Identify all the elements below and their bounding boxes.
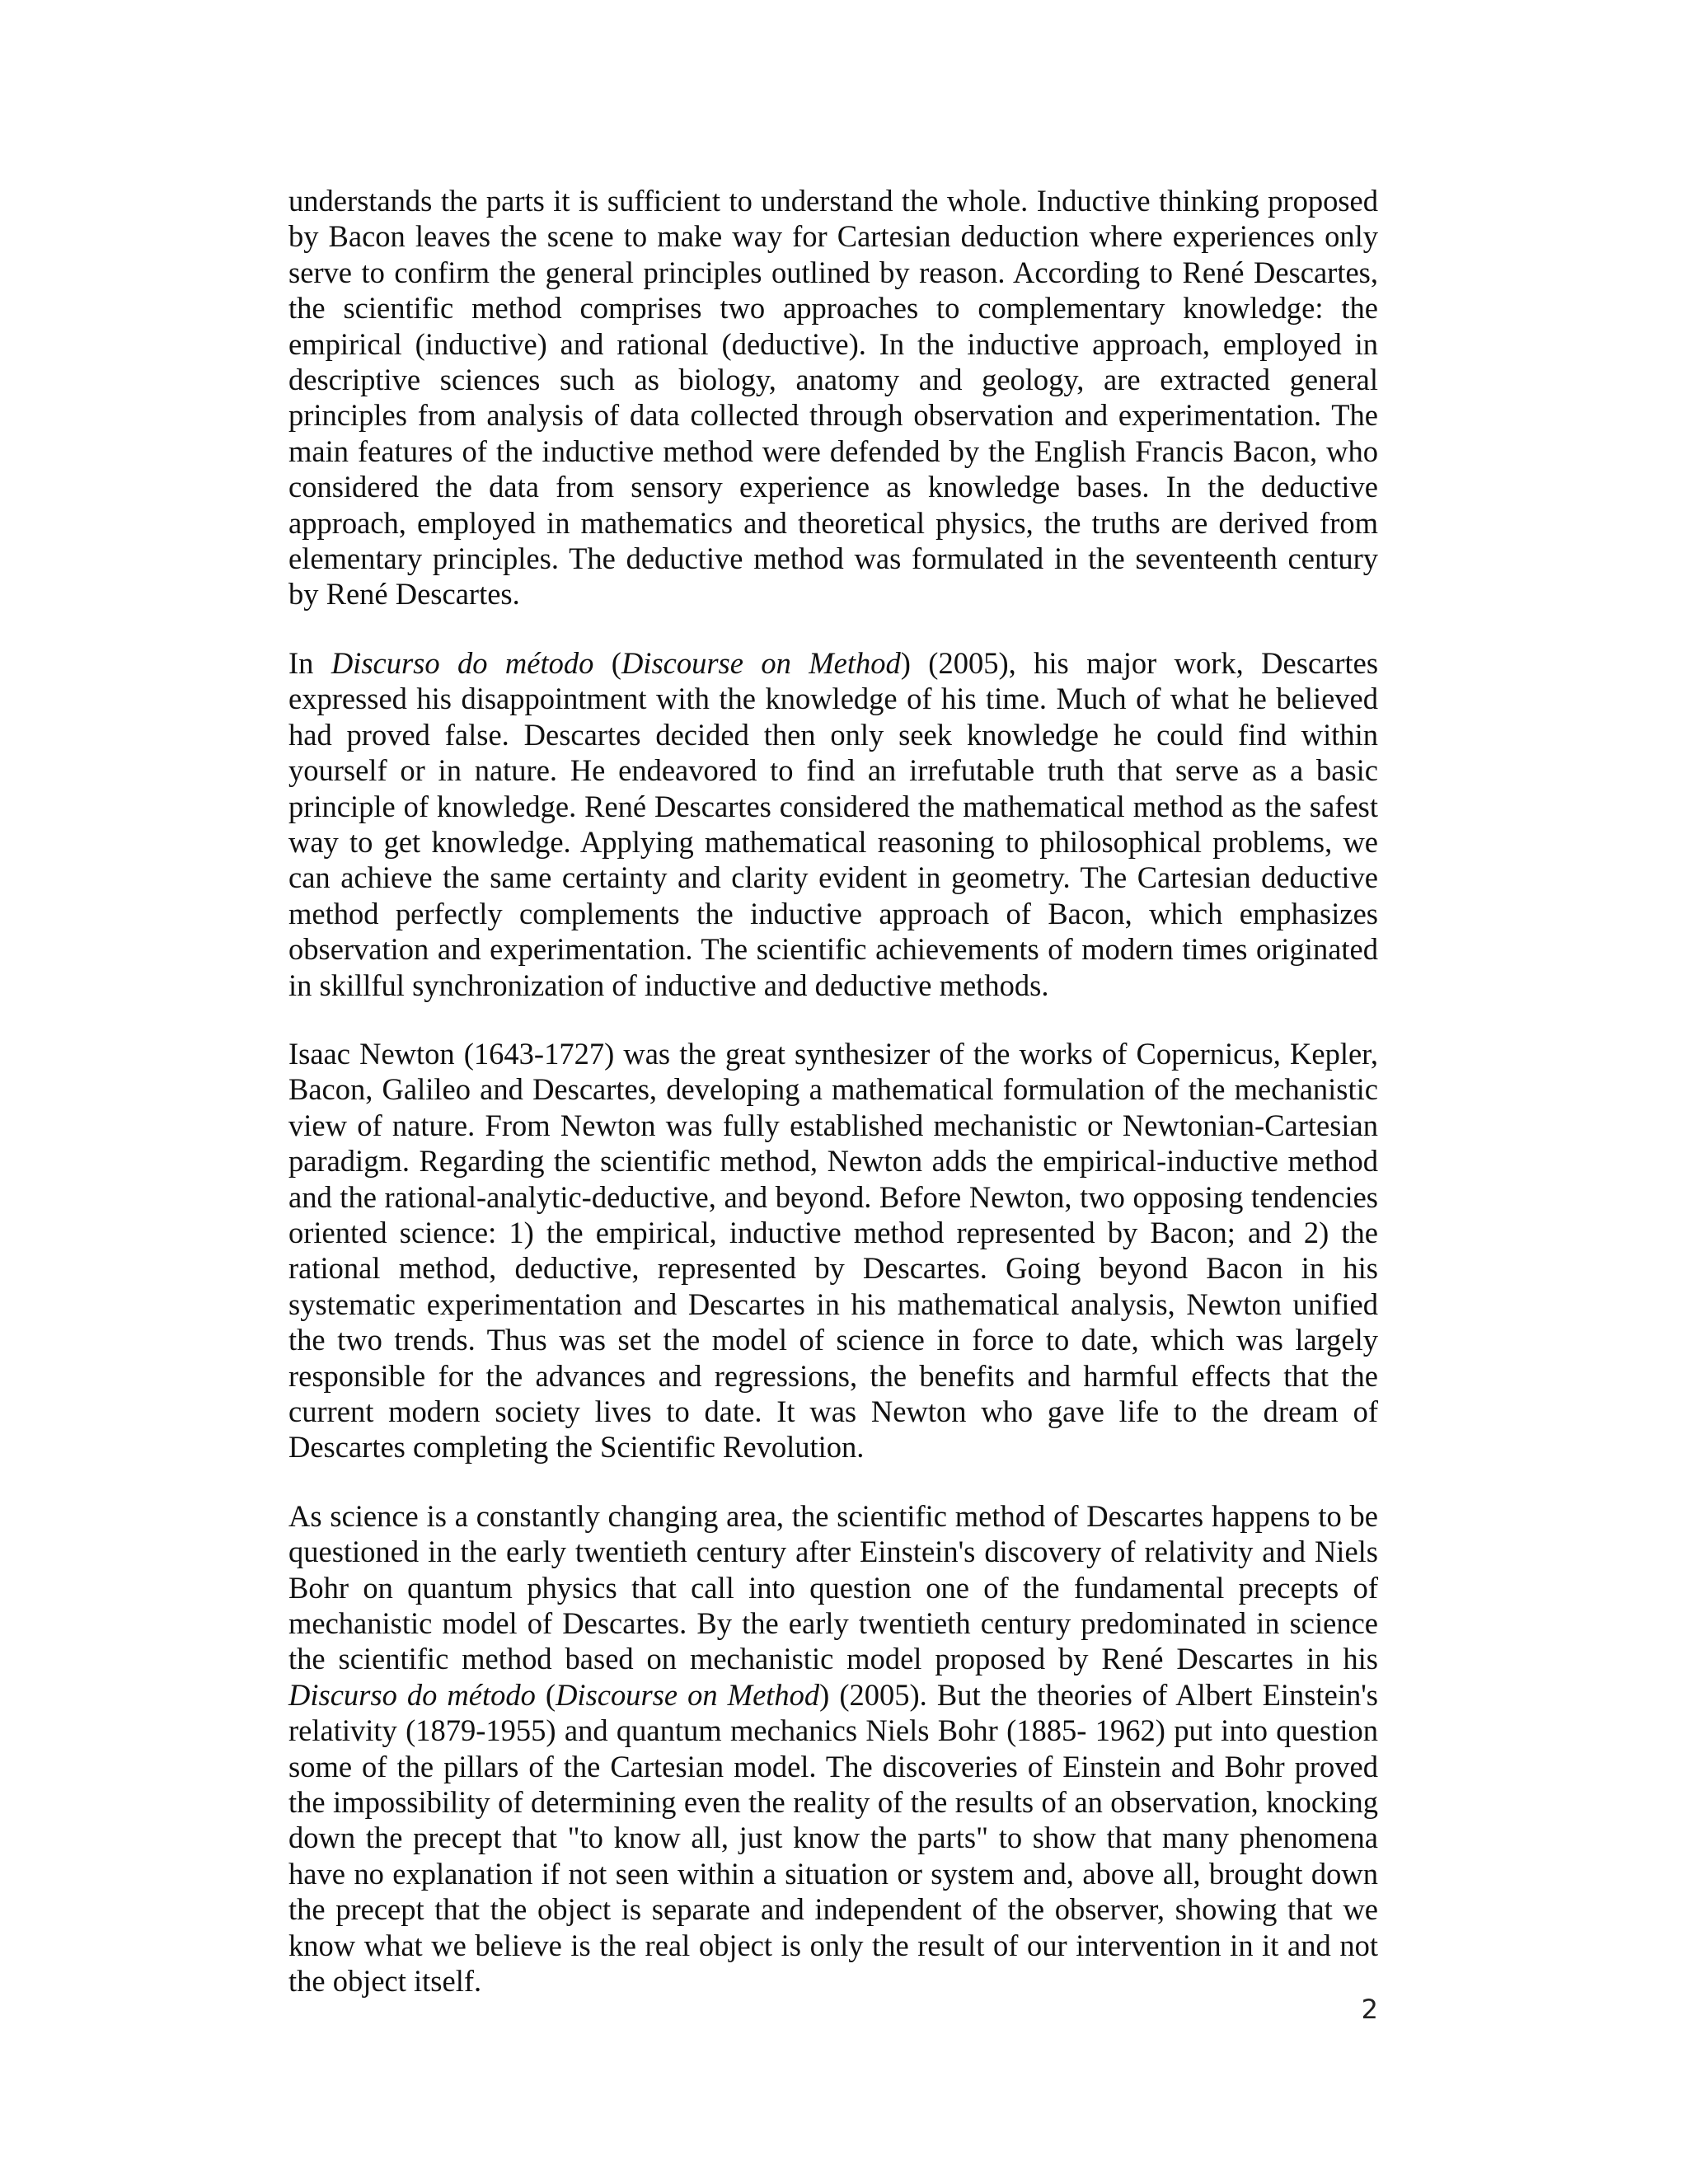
paragraph-4-text-b: ( — [535, 1677, 556, 1712]
paragraph-4 — [288, 1498, 1378, 1999]
paragraph-3-text: Isaac Newton (1643-1727) was the great synthesizer of the works of Copernicus, Kepler, Bacon, Galileo and Descartes, developing a mathematical formulation of the mechanistic view of nature. From Newton was fully established mechanistic or Newtonian-Cartesian paradigm. Regarding the scientific method, Newton adds the empirical-inductive method and the rational-analytic-deductive, and beyond. Before Newton, two opposing tendencies oriented science: 1) the empirical, inductive method represented by Bacon; and 2) the rational method, deductive, represented by Descartes. Going beyond Bacon in his systematic experimentation and Descartes in his mathematical analysis, Newton unified the two trends. Thus was set the model of science in force to date, which was largely responsible for the advances and regressions, the benefits and harmful effects that the current modern society lives to date. It was Newton who gave life to the dream of Descartes completing the Scientific Revolution. — [288, 1036, 1378, 1465]
paragraph-3 — [288, 1036, 1378, 1465]
page-number: 2 — [1361, 1994, 1378, 2025]
paragraph-2-text-c: ) (2005), his major work, Descartes expressed his disappointment with the knowledge of his time. Much of what he believed had proved false. Descartes decided then only seek knowledge he could find within yourself or in nature. He endeavored to find an irrefutable truth that serve as a basic principle of knowledge. René Descartes considered the mathematical method as the safest way to get knowledge. Applying mathematical reasoning to philosophical problems, we can achieve the same certainty and clarity evident in geometry. The Cartesian deductive method perfectly complements the inductive approach of Bacon, which emphasizes observation and experimentation. The scientific achievements of modern times originated in skillful synchronization of inductive and deductive methods. — [288, 645, 1379, 1002]
document-page — [288, 183, 1378, 2032]
paragraph-1 — [288, 183, 1378, 612]
book-title-portuguese-2: Discurso do método — [288, 1677, 536, 1712]
paragraph-2-text-a: In — [288, 645, 331, 680]
paragraph-4-text-c: ) (2005). But the theories of Albert Einstein's relativity (1879-1955) and quantum mechanics Niels Bohr (1885- 1962) put into question some of the pillars of the Cartesian model. The discoveries of Einstein and Bohr proved the impossibility of determining even the reality of the results of an observation, knocking down the precept that "to know all, just know the parts" to show that many phenomena have no explanation if not seen within a situation or system and, above all, brought down the precept that the object is separate and independent of the observer, showing that we know what we believe is the real object is only the result of our intervention in it and not the object itself. — [288, 1677, 1378, 1999]
paragraph-4-text-a: As science is a constantly changing area, the scientific method of Descartes happens to be questioned in the early twentieth century after Einstein's discovery of relativity and Niels Bohr on quantum physics that call into question one of the fundamental precepts of mechanistic model of Descartes. By the early twentieth century predominated in science the scientific method based on mechanistic model proposed by René Descartes in his — [288, 1498, 1378, 1676]
paragraph-2-text-b: ( — [593, 645, 621, 680]
paragraph-2 — [288, 645, 1378, 1003]
book-title-portuguese: Discurso do método — [331, 645, 594, 680]
book-title-english-2: Discourse on Method — [556, 1677, 820, 1712]
paragraph-1-text: understands the parts it is sufficient to understand the whole. Inductive thinking proposed by Bacon leaves the scene to make way for Cartesian deduction where experiences only serve to confirm the general principles outlined by reason. According to René Descartes, the scientific method comprises two approaches to complementary knowledge: the empirical (inductive) and rational (deductive). In the inductive approach, employed in descriptive sciences such as biology, anatomy and geology, are extracted general principles from analysis of data collected through observation and experimentation. The main features of the inductive method were defended by the English Francis Bacon, who considered the data from sensory experience as knowledge bases. In the deductive approach, employed in mathematics and theoretical physics, the truths are derived from elementary principles. The deductive method was formulated in the seventeenth century by René Descartes. — [288, 184, 1378, 612]
book-title-english: Discourse on Method — [621, 645, 901, 680]
